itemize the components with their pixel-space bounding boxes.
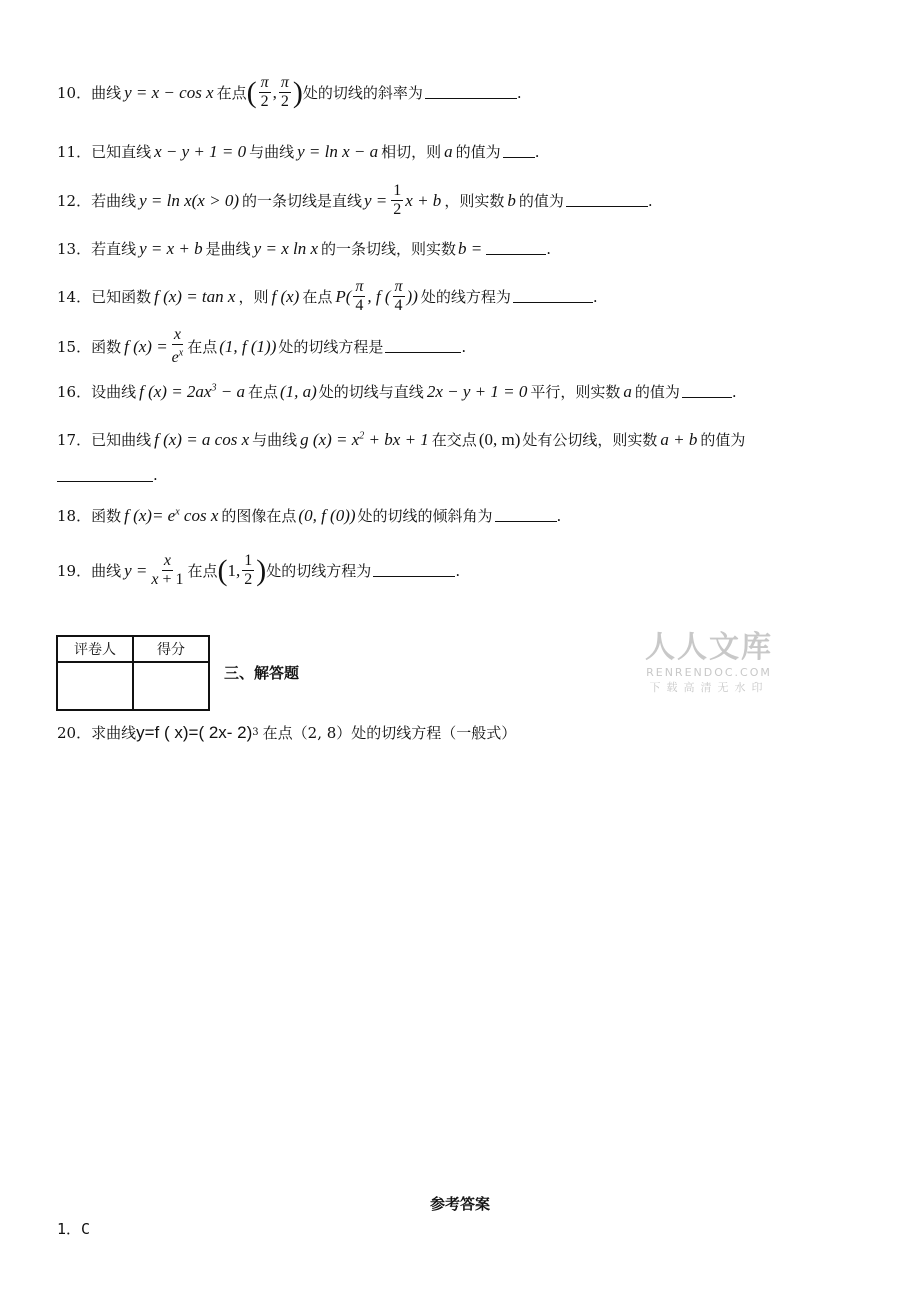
question-text: 与曲线	[249, 143, 295, 161]
question-text: 处的切线方程为	[266, 562, 372, 580]
question-text: 处的切线方程是	[278, 338, 384, 357]
question-number: 10．	[57, 84, 92, 102]
math-expr: (1, a)	[279, 381, 317, 401]
question-number: 20．	[57, 724, 92, 742]
math-paren: )	[292, 75, 303, 109]
question-text: 的一条切线，则实数	[321, 240, 457, 258]
math-fraction: $\frac{\pi}{4}$	[355, 278, 364, 314]
question-text: 的值为	[634, 383, 680, 401]
question-text: 已知函数	[91, 288, 152, 306]
question-text: 在点	[247, 383, 278, 401]
math-exponent: 3	[252, 727, 259, 738]
question-11	[57, 141, 539, 162]
math-fraction: $\frac{1}{2}$	[393, 182, 402, 218]
question-text: 的值为	[518, 192, 564, 210]
question-10	[57, 74, 522, 111]
math-expr: y = x ln x	[253, 238, 319, 258]
question-text: 平行，则实数	[530, 383, 621, 401]
question-text: 曲线	[91, 562, 122, 580]
answer-blank	[566, 194, 648, 207]
watermark-title: 人人文库	[645, 630, 773, 665]
math-expr: g $(x) = x^2$ + bx + 1	[300, 429, 429, 449]
math-expr: a + b	[660, 429, 698, 449]
math-expr: y =	[124, 560, 148, 580]
watermark-tagline: 下载高清无水印	[649, 681, 769, 694]
question-end: .	[731, 382, 737, 401]
math-fraction: $\frac{x}{e^x}$	[171, 326, 184, 367]
question-text: 处的线方程为	[420, 288, 511, 306]
question-text: 在点	[187, 338, 218, 357]
question-text: 已知曲线	[91, 431, 152, 449]
question-text: 在点	[187, 562, 218, 580]
question-text: 处有公切线，则实数	[522, 431, 658, 449]
answer-blank	[373, 564, 455, 577]
question-18	[57, 505, 561, 526]
question-19	[57, 552, 460, 589]
question-number: 18．	[57, 507, 92, 525]
question-text: 函数	[91, 338, 122, 357]
math-fraction: $\frac{\pi}{4}$	[394, 278, 403, 314]
question-text: ，则	[238, 288, 269, 306]
answer-blank	[385, 340, 461, 353]
question-text: 的值为	[700, 431, 746, 449]
answer-blank	[57, 469, 153, 482]
math-expr: y=f ( x)=( 2x- 2)	[136, 722, 253, 742]
math-expr: ))	[406, 286, 418, 306]
question-number: 19．	[57, 562, 92, 580]
answer-1: 1．C	[57, 1220, 91, 1238]
section-title: 三、解答题	[224, 664, 300, 682]
question-text: 若曲线	[91, 192, 137, 210]
question-number: 15．	[57, 338, 92, 357]
math-expr: f (x) = tan x	[154, 286, 236, 306]
question-number: 12．	[57, 192, 92, 210]
math-expr: y = ln x − a	[297, 141, 379, 161]
answer-blank	[513, 290, 593, 303]
math-expr: f (x) =	[124, 336, 168, 356]
question-end: .	[534, 142, 540, 161]
math-expr: f $(x) = 2ax^3 - a$	[139, 381, 245, 401]
question-text: 在点	[216, 84, 247, 102]
math-expr: 2x − y + 1 = 0	[426, 381, 528, 401]
question-number: 11．	[57, 143, 92, 161]
answer-blank	[425, 86, 517, 99]
question-17-blank-line	[57, 466, 158, 484]
question-text: 若直线	[91, 240, 137, 258]
math-expr: 1,	[227, 560, 241, 580]
answers-title: 参考答案	[429, 1195, 490, 1213]
math-expr: (0, f (0))	[298, 505, 356, 525]
math-var: a	[444, 141, 453, 161]
math-comma: ,	[272, 82, 277, 102]
question-end: .	[461, 337, 467, 356]
question-number: 17．	[57, 431, 92, 449]
math-expr: f (x) = a cos x	[154, 429, 250, 449]
answer-blank	[682, 385, 732, 398]
question-end: .	[455, 561, 461, 580]
math-fraction: $\frac{1}{2}$	[244, 552, 253, 588]
score-table	[56, 635, 210, 711]
math-expr: (1, f (1))	[219, 336, 277, 356]
question-13	[57, 238, 551, 259]
question-text: 处的切线的倾斜角为	[357, 507, 493, 525]
question-17	[57, 429, 745, 450]
question-text: ，则实数	[444, 192, 505, 210]
question-number: 16．	[57, 383, 92, 401]
math-expr: f $(x)= e^x$ cos x	[124, 505, 219, 525]
math-expr: f (x)	[271, 286, 300, 306]
question-text: 与曲线	[252, 431, 298, 449]
question-text: 已知直线	[91, 143, 152, 161]
question-end: .	[546, 239, 552, 258]
question-text: 在点（2, 8）处的切线方程（一般式）	[262, 724, 517, 742]
question-text: 处的切线与直线	[318, 383, 424, 401]
question-20	[57, 722, 516, 743]
answer-blank	[503, 145, 535, 158]
answer-blank	[495, 509, 557, 522]
score-table-header-grader: 评卷人	[57, 636, 133, 662]
math-paren: (	[217, 553, 228, 587]
question-end: .	[153, 466, 158, 484]
question-text: 的图像在点	[221, 507, 297, 525]
math-expr: y =	[364, 190, 388, 210]
math-expr: b =	[458, 238, 483, 258]
question-text: 在点	[302, 288, 333, 306]
math-paren: (	[246, 75, 257, 109]
question-text: 的值为	[455, 143, 501, 161]
question-text: 的一条切线是直线	[241, 192, 362, 210]
math-var: a	[623, 381, 632, 401]
question-15	[57, 326, 466, 367]
score-table-header-score: 得分	[133, 636, 209, 662]
question-text: 函数	[91, 507, 122, 525]
question-16	[57, 381, 737, 402]
question-end: .	[592, 287, 598, 306]
question-text: 曲线	[91, 84, 122, 102]
math-expr: x + b	[405, 190, 442, 210]
math-var: b	[507, 190, 516, 210]
math-fraction: $\frac{x}{x + 1}$	[151, 552, 184, 588]
question-14	[57, 278, 598, 315]
math-expr: (0, m)	[478, 429, 521, 449]
math-expr: P(	[335, 286, 352, 306]
score-table-cell-grader	[57, 662, 133, 710]
question-number: 13．	[57, 240, 92, 258]
question-text: 设曲线	[91, 383, 137, 401]
question-text: 在交点	[431, 431, 477, 449]
math-fraction: $\frac{\pi}{2}$	[280, 74, 289, 110]
question-end: .	[556, 506, 562, 525]
question-end: .	[647, 191, 653, 210]
watermark	[645, 622, 773, 695]
question-text: 处的切线的斜率为	[302, 84, 423, 102]
question-text: 求曲线	[91, 724, 137, 742]
math-expr: y = x − cos x	[124, 82, 214, 102]
watermark-url: RENRENDOC.COM	[646, 666, 772, 679]
math-expr: y = ln x(x > 0)	[139, 190, 239, 210]
question-text: 是曲线	[205, 240, 251, 258]
math-fraction: $\frac{\pi}{2}$	[260, 74, 269, 110]
question-text: 相切，则	[381, 143, 442, 161]
math-expr: , f (	[367, 286, 391, 306]
question-12	[57, 182, 653, 219]
math-paren: )	[256, 553, 267, 587]
math-expr: x − y + 1 = 0	[154, 141, 247, 161]
answer-blank	[486, 242, 546, 255]
question-end: .	[516, 83, 522, 102]
score-table-cell-score	[133, 662, 209, 710]
math-expr: y = x + b	[139, 238, 203, 258]
question-number: 14．	[57, 288, 92, 306]
